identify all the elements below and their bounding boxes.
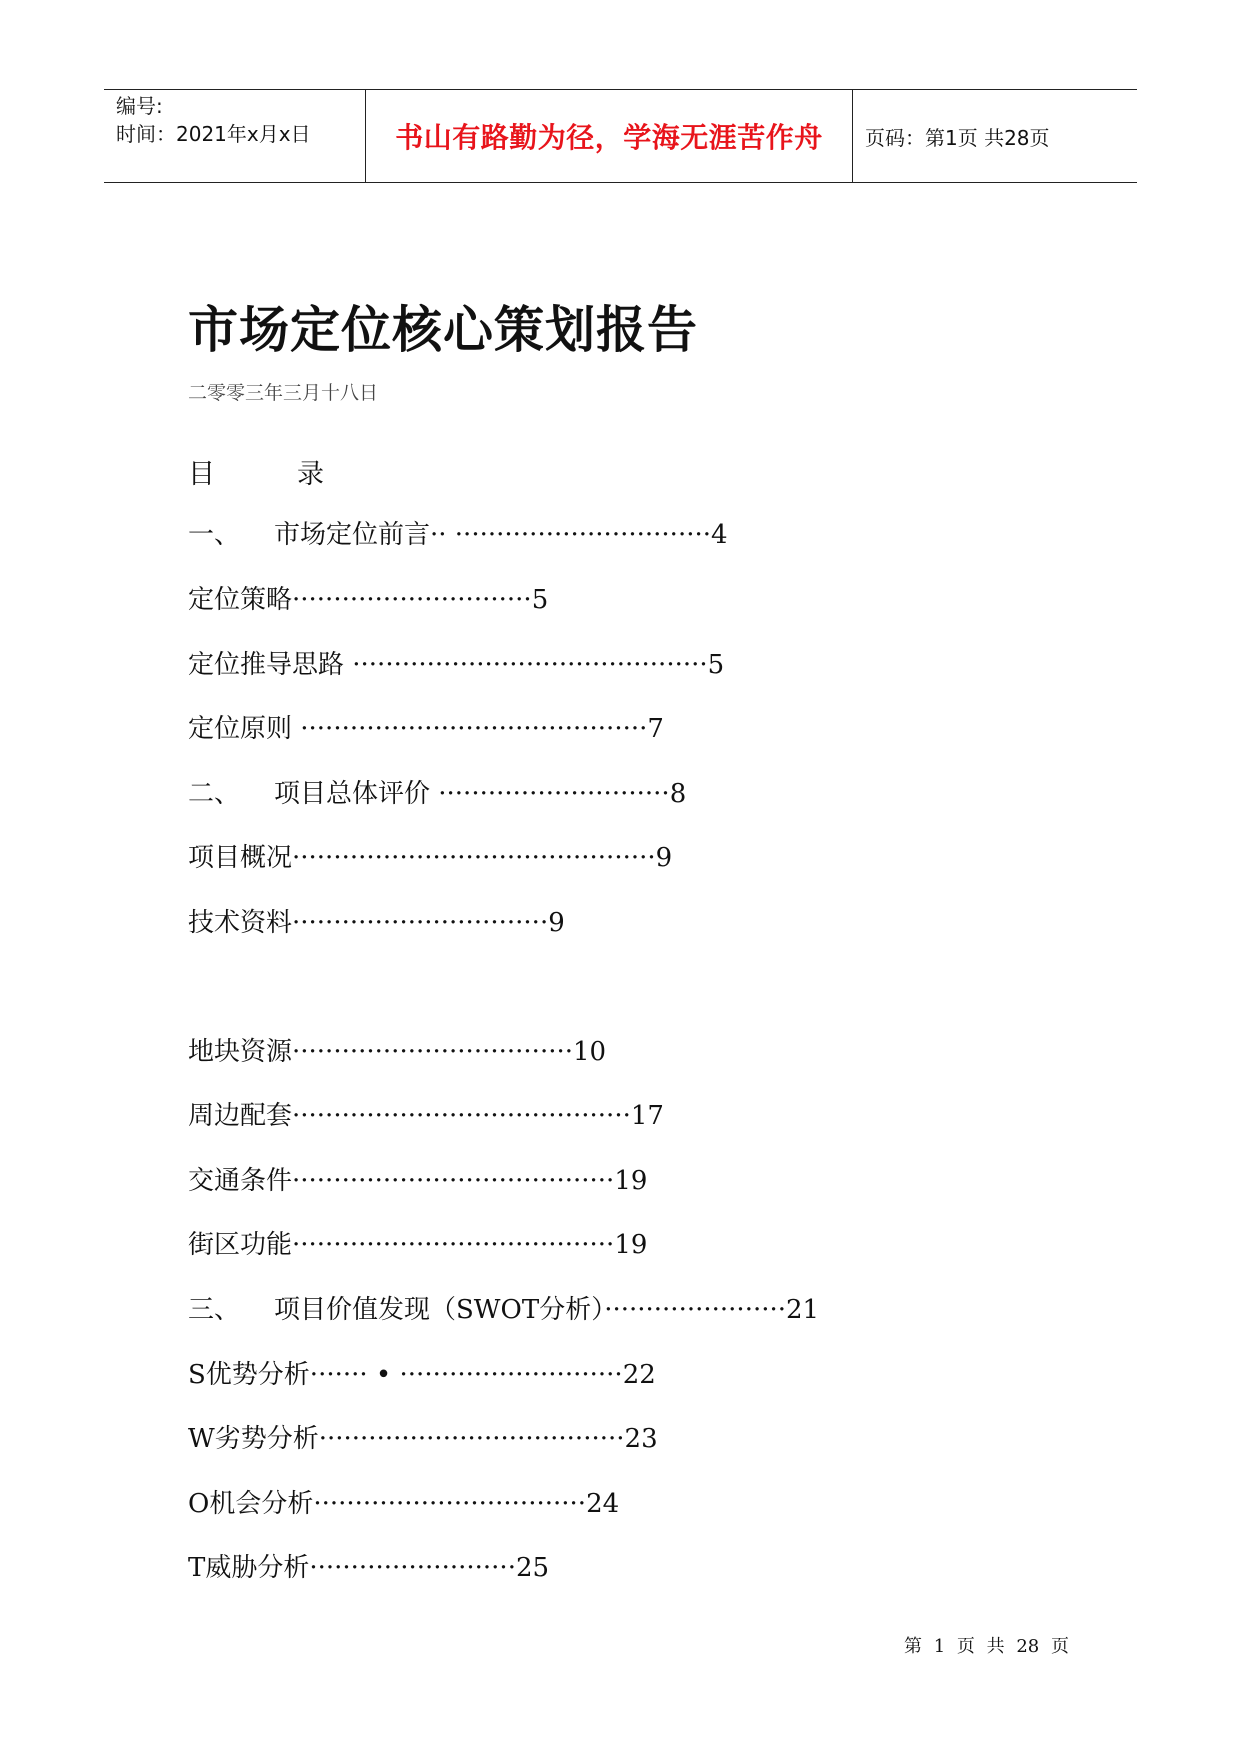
page-footer: 第 1 页 共 28 页: [904, 1636, 1069, 1657]
toc-entry[interactable]: [188, 1293, 819, 1327]
toc-entry-text: S优势分析······· • ···························: [188, 1360, 623, 1390]
toc-heading-left: 目: [188, 459, 215, 490]
toc-entry-page: 7: [647, 714, 664, 744]
toc-entry-text: 市场定位前言·· ·······························: [274, 520, 711, 550]
document-date: 二零零三年三月十八日: [188, 382, 379, 404]
toc-entry[interactable]: [188, 841, 672, 875]
toc-entry-number: 二、: [188, 779, 241, 809]
toc-entry-text: T威胁分析·························: [188, 1553, 516, 1583]
toc-entry-text: 项目价值发现（SWOT分析）······················: [274, 1295, 787, 1325]
toc-entry-page: 19: [614, 1230, 648, 1260]
toc-entry[interactable]: [188, 1035, 606, 1069]
toc-entry-page: 10: [573, 1037, 607, 1067]
toc-entry-text: 定位原则 ··········································: [188, 714, 648, 744]
time-label: 时间：2021年x月x日: [116, 122, 311, 146]
toc-entry[interactable]: [188, 583, 548, 617]
header-page-label: 页码：第1页 共28页: [865, 125, 1050, 150]
toc-entry-page: 9: [548, 908, 565, 938]
toc-entry-number: 一、: [188, 520, 241, 550]
toc-entry[interactable]: [188, 1422, 658, 1456]
toc-entry-text: 技术资料·······························: [188, 908, 549, 938]
toc-entry-text: O机会分析·································: [188, 1489, 587, 1519]
toc-entry-page: 25: [515, 1553, 550, 1583]
page-header: [104, 89, 1137, 183]
toc-entry-page: 23: [624, 1424, 658, 1454]
toc-entry-page: 4: [711, 520, 728, 550]
toc-entry-page: 8: [669, 779, 687, 809]
toc-entry-page: 19: [614, 1166, 648, 1196]
toc-entry-page: 22: [622, 1360, 656, 1390]
toc-entry[interactable]: [188, 1358, 656, 1392]
toc-entry-page: 17: [630, 1101, 664, 1131]
header-meta: [104, 90, 366, 182]
header-motto: 书山有路勤为径，学海无涯苦作舟: [366, 90, 853, 182]
toc-entry-text: 交通条件·······································: [188, 1166, 615, 1196]
toc-entry-text: 项目概况············································: [188, 843, 656, 873]
toc-entry-text: 项目总体评价 ····························: [274, 779, 670, 809]
toc-entry[interactable]: [188, 1487, 619, 1521]
toc-entry[interactable]: [188, 1551, 549, 1585]
toc-entry-text: 定位策略·····························: [188, 585, 532, 615]
toc-heading: [188, 452, 324, 491]
toc-entry-page: 5: [531, 585, 549, 615]
toc-entry-text: W劣势分析·····································: [188, 1424, 625, 1454]
toc-entry[interactable]: [188, 712, 664, 746]
toc-entry-text: 街区功能·······································: [188, 1230, 615, 1260]
toc-heading-right: 录: [297, 459, 324, 490]
toc-entry[interactable]: [188, 777, 686, 811]
toc-entry[interactable]: [188, 518, 728, 552]
document-title: 市场定位核心策划报告: [188, 301, 698, 359]
serial-label: 编号:: [116, 94, 163, 118]
toc-entry[interactable]: [188, 648, 724, 682]
toc-entry-page: 9: [655, 843, 673, 873]
toc-entry-text: 地块资源··································: [188, 1037, 573, 1067]
toc-entry[interactable]: [188, 1164, 647, 1198]
toc-entry-page: 21: [786, 1295, 820, 1325]
toc-entry-text: 定位推导思路 ···········································: [188, 650, 708, 680]
toc-entry-page: 5: [707, 650, 725, 680]
toc-entry-text: 周边配套·········································: [188, 1101, 631, 1131]
toc-entry[interactable]: [188, 1099, 664, 1133]
toc-entry-number: 三、: [188, 1295, 241, 1325]
toc-entry-page: 24: [586, 1489, 620, 1519]
toc-entry[interactable]: [188, 1228, 647, 1262]
toc-entry[interactable]: [188, 906, 565, 940]
